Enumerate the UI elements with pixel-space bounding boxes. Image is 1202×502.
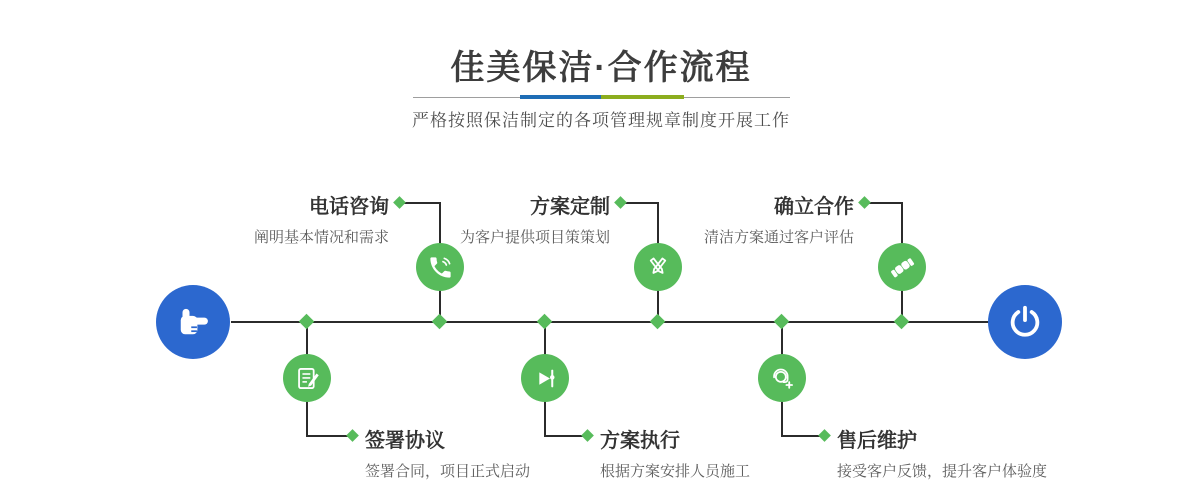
step-circle-cooperation (878, 243, 926, 291)
timeline-node-diamond (894, 314, 910, 330)
label-diamond (581, 429, 594, 442)
crossed-pencils-icon (644, 253, 672, 281)
phone-icon (427, 254, 454, 281)
page-subtitle: 严格按照保洁制定的各项管理规章制度开展工作 (412, 111, 790, 130)
timeline-main-line (231, 321, 989, 323)
timeline-start-node (156, 285, 230, 359)
page-title: 佳美保洁·合作流程 (450, 49, 752, 87)
connector-horizontal (545, 435, 586, 437)
step-circle-plan (634, 243, 682, 291)
step-title: 签署协议 (365, 430, 445, 452)
headset-plus-icon (768, 364, 796, 392)
step-circle-execute (521, 354, 569, 402)
timeline-node-diamond (650, 314, 666, 330)
header-divider-green-segment (601, 95, 684, 99)
label-diamond (818, 429, 831, 442)
step-title: 确立合作 (774, 196, 854, 218)
step-desc: 为客户提供项目策策划 (459, 229, 610, 246)
step-circle-contract (283, 354, 331, 402)
step-block-contract (365, 424, 530, 481)
label-diamond (346, 429, 359, 442)
step-desc: 清洁方案通过客户评估 (703, 229, 854, 246)
step-title: 方案执行 (600, 430, 680, 452)
connector-horizontal (782, 435, 823, 437)
play-slider-icon (532, 365, 559, 392)
step-block-aftersales (837, 424, 1047, 481)
step-block-cooperation (704, 190, 854, 247)
timeline-node-diamond (774, 314, 790, 330)
timeline-end-node (988, 285, 1062, 359)
step-desc: 阐明基本情况和需求 (253, 229, 389, 246)
step-desc: 接受客户反馈，提升客户体验度 (837, 463, 1048, 480)
step-desc: 根据方案安排人员施工 (600, 463, 751, 480)
step-title: 电话咨询 (309, 196, 389, 218)
step-title: 方案定制 (530, 196, 610, 218)
power-icon (1006, 303, 1044, 341)
connector-horizontal (307, 435, 351, 437)
timeline-node-diamond (432, 314, 448, 330)
timeline-node-diamond (537, 314, 553, 330)
step-title: 售后维护 (837, 430, 917, 452)
pointing-hand-icon (172, 301, 214, 343)
step-block-phone (254, 190, 389, 247)
timeline-node-diamond (299, 314, 315, 330)
label-diamond (614, 196, 627, 209)
step-desc: 签署合同，项目正式启动 (365, 463, 531, 480)
step-circle-phone (416, 243, 464, 291)
handshake-icon (887, 252, 917, 282)
step-block-execute (600, 424, 750, 481)
label-diamond (858, 196, 871, 209)
document-pen-icon (294, 365, 321, 392)
step-circle-aftersales (758, 354, 806, 402)
header-divider-blue-segment (520, 95, 601, 99)
label-diamond (393, 196, 406, 209)
step-block-plan (460, 190, 610, 247)
